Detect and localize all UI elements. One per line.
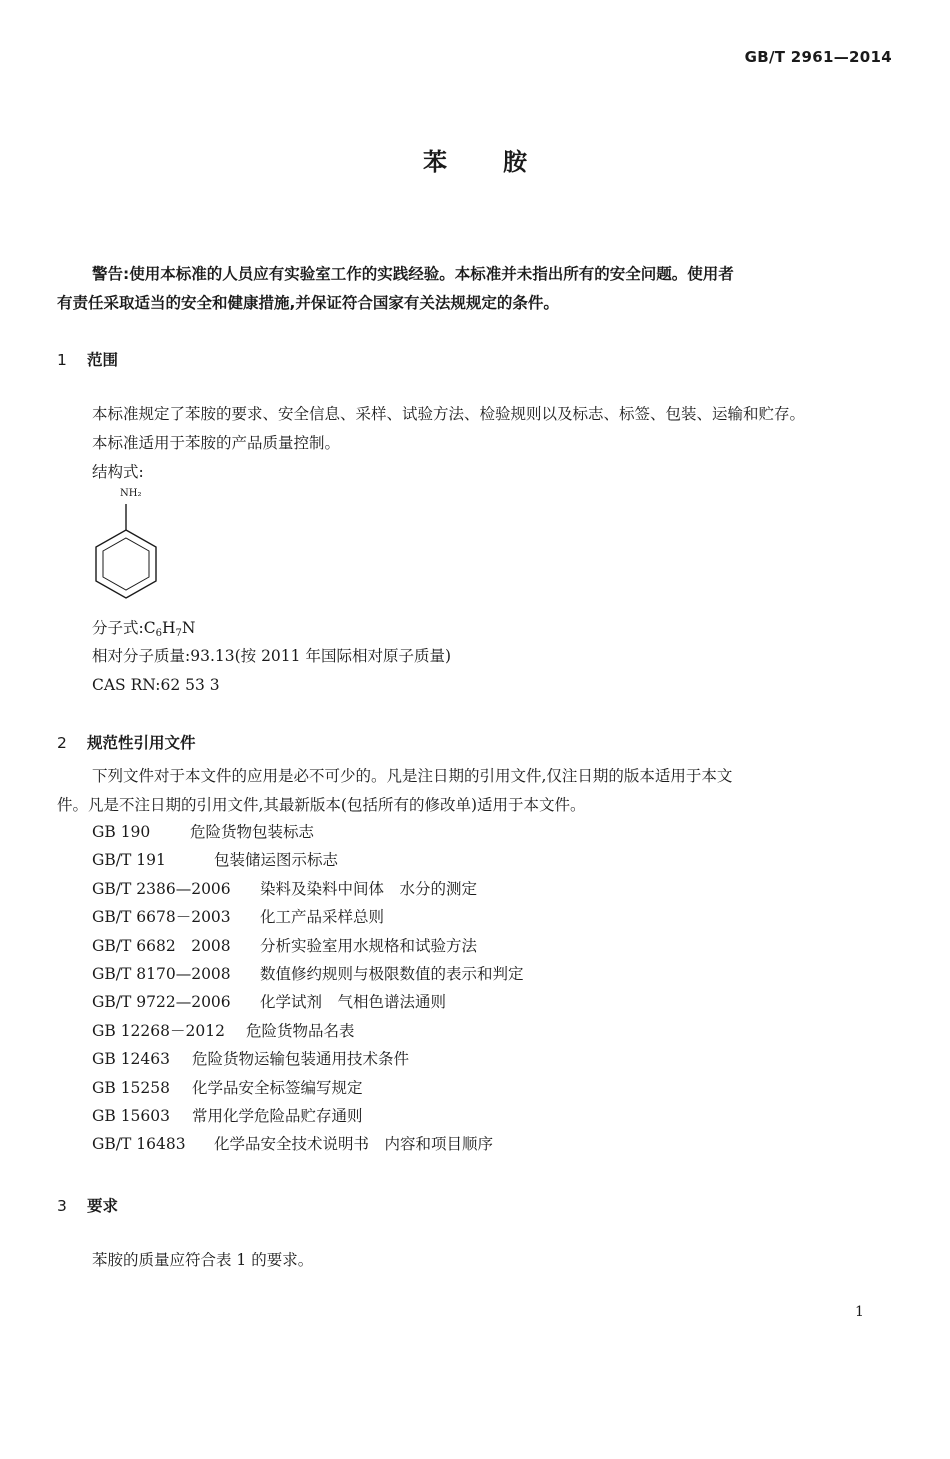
section-1-heading: [57, 348, 118, 370]
section-2-number: 2: [57, 734, 67, 752]
reference-item: [92, 1076, 363, 1098]
reference-title: 危险货物包装标志: [190, 823, 315, 841]
reference-code: GB/T 6682 2008: [92, 936, 231, 955]
reference-title: 化学品安全技术说明书 内容和项目顺序: [214, 1135, 494, 1154]
reference-title: 染料及染料中间体 水分的测定: [260, 879, 478, 898]
reference-code: GB 190: [92, 823, 151, 841]
hexagon-ring: [96, 530, 156, 598]
molecular-mass: 相对分子质量:93.13(按 2011 年国际相对原子质量): [92, 647, 451, 665]
reference-code: GB 15258: [92, 1078, 171, 1097]
benzene-ring-structure: [88, 500, 168, 612]
reference-item: [92, 905, 384, 927]
scope-line-1: 本标准规定了苯胺的要求、安全信息、采样、试验方法、检验规则以及标志、标签、包装、运输和贮存。: [92, 405, 806, 423]
section-3-heading: [57, 1194, 118, 1216]
reference-code: GB 12268－2012: [92, 1021, 225, 1040]
reference-code: GB/T 6678－2003: [92, 908, 231, 927]
title-char-1: 苯: [423, 148, 447, 176]
reference-item: [92, 1047, 409, 1069]
cas-number: CAS RN:62 53 3: [92, 676, 220, 694]
section-1-number: 1: [57, 351, 67, 369]
reference-item: [92, 877, 477, 899]
reference-title: 数值修约规则与极限数值的表示和判定: [260, 965, 524, 983]
reference-item: [92, 820, 314, 842]
scope-line-2: 本标准适用于苯胺的产品质量控制。: [92, 434, 341, 452]
reference-item: [92, 1132, 493, 1154]
formula-c-sub: 6: [155, 628, 162, 639]
reference-title: 危险货物品名表: [246, 1021, 355, 1040]
formula-h-sub: 7: [175, 628, 182, 639]
reference-item: [92, 1104, 363, 1126]
structure-label: 结构式:: [92, 463, 144, 481]
reference-title: 化学品安全标签编写规定: [192, 1078, 363, 1097]
reference-title: 常用化学危险品贮存通则: [192, 1107, 363, 1125]
reference-title: 包装储运图示标志: [214, 851, 339, 870]
section-3-title: 要求: [87, 1197, 119, 1215]
formula-h: H: [161, 619, 176, 637]
reference-item: [92, 962, 524, 984]
reference-item: [92, 990, 446, 1012]
reference-title: 化工产品采样总则: [260, 908, 385, 927]
formula-n: N: [181, 619, 196, 637]
refs-intro-line-1: 下列文件对于本文件的应用是必不可少的。凡是注日期的引用文件,仅注日期的版本适用于本文: [92, 767, 733, 785]
reference-code: GB/T 191: [92, 851, 166, 870]
warning-line-2: 有责任采取适当的安全和健康措施,并保证符合国家有关法规规定的条件。: [57, 294, 559, 312]
reference-code: GB/T 2386—2006: [92, 879, 231, 898]
reference-code: GB/T 8170—2008: [92, 965, 231, 983]
nh2-label: NH₂: [120, 488, 142, 499]
standard-code: GB/T 2961—2014: [744, 48, 892, 66]
aromatic-inner-ring: [103, 538, 149, 590]
section-1-title: 范围: [87, 351, 119, 369]
reference-title: 分析实验室用水规格和试验方法: [260, 936, 478, 955]
page-number: 1: [855, 1304, 864, 1320]
title-char-2: 胺: [503, 148, 527, 176]
page-title: [0, 142, 950, 177]
warning-line-1: 警告:使用本标准的人员应有实验室工作的实践经验。本标准并未指出所有的安全问题。使用者: [92, 265, 734, 283]
reference-item: [92, 848, 338, 870]
reference-code: GB/T 16483: [92, 1135, 186, 1154]
reference-title: 化学试剂 气相色谱法通则: [260, 993, 447, 1012]
reference-code: GB/T 9722—2006: [92, 993, 231, 1012]
section-2-title: 规范性引用文件: [87, 734, 196, 752]
formula-c: C: [143, 619, 156, 637]
section-2-heading: [57, 731, 196, 753]
reference-item: [92, 934, 477, 956]
reference-item: [92, 1019, 355, 1041]
section-3-number: 3: [57, 1197, 67, 1215]
formula-prefix: 分子式:: [92, 619, 144, 637]
refs-intro-line-2: 件。凡是不注日期的引用文件,其最新版本(包括所有的修改单)适用于本文件。: [57, 796, 586, 814]
reference-code: GB 15603: [92, 1107, 171, 1125]
requirements-line: 苯胺的质量应符合表 1 的要求。: [92, 1251, 314, 1269]
reference-title: 危险货物运输包装通用技术条件: [192, 1050, 410, 1069]
reference-code: GB 12463: [92, 1050, 171, 1069]
